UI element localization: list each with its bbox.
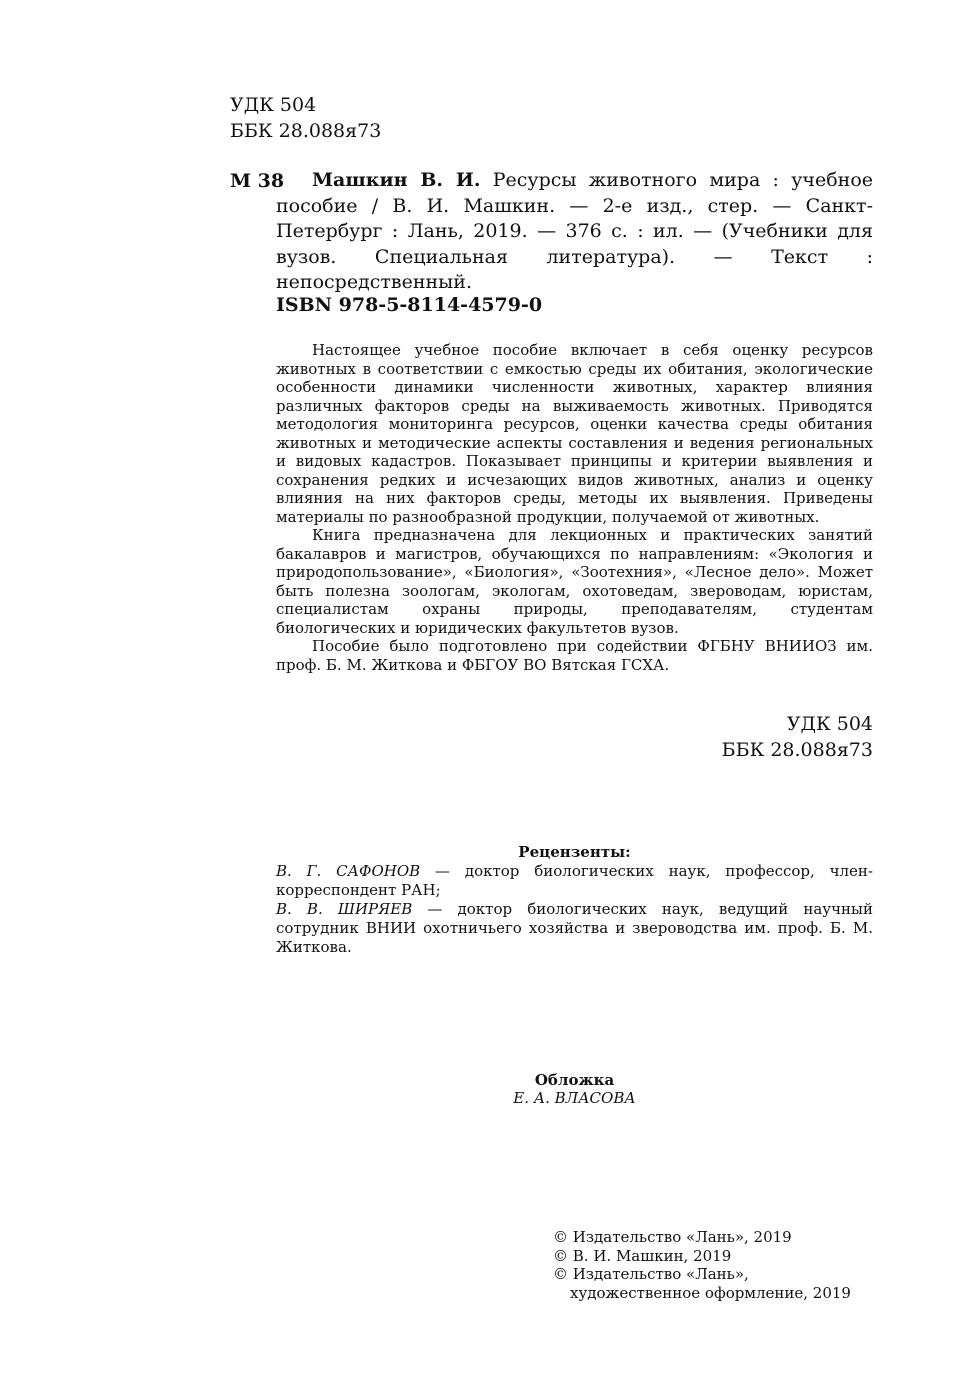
reviewer-entry: [276, 862, 873, 900]
classification-top: [230, 92, 381, 144]
copyright-line: художественное оформление, 2019: [570, 1283, 851, 1302]
annotation: [276, 341, 873, 674]
copyright-line: © Издательство «Лань», 2019: [553, 1228, 792, 1246]
copyright-line: © В. И. Машкин, 2019: [553, 1246, 732, 1265]
annotation-paragraph: Настоящее учебное пособие включает в себя оценку ресурсов животных в соответствии с емкостью среды их обитания, экологические особенности динамики численности животных, характер влияния различных факторов среды на выживаемость животных. Приводятся методология мониторинга ресурсов, оценки качества среды обитания животных и методические аспекты составления и ведения региональных и видовых кадастров. Показывает принципы и критерии выявления и сохранения редких и исчезающих видов животных, анализ и оценку влияния на них факторов среды, методы их выявления. Приведены материалы по разнообразной продукции, получаемой от животных.: [276, 341, 873, 526]
udk-code: УДК 504: [230, 94, 317, 116]
reviewers-heading: Рецензенты:: [518, 843, 631, 861]
cover-designer: Е. А. ВЛАСОВА: [513, 1089, 636, 1107]
copyright-block: [553, 1228, 873, 1302]
bbk-code: ББК 28.088я73: [230, 120, 382, 142]
annotation-paragraph: Пособие было подготовлено при содействии ФГБНУ ВНИИОЗ им. проф. Б. М. Житкова и ФБГОУ ВО Вятская ГСХА.: [276, 637, 873, 674]
copyright-line: © Издательство «Лань»,: [553, 1265, 749, 1283]
classification-right: [620, 711, 873, 763]
catalog-code: М 38: [230, 170, 285, 192]
isbn: ISBN 978-5-8114-4579-0: [276, 294, 543, 316]
cover-credit: [276, 1071, 873, 1107]
reviewer-description: — доктор биологических наук, ведущий научный сотрудник ВНИИ охотничьего хозяйства и звероводства им. проф. Б. М. Житкова.: [276, 900, 873, 956]
reviewer-entry: [276, 900, 873, 957]
annotation-paragraph: Книга предназначена для лекционных и практических занятий бакалавров и магистров, обучающихся по направлениям: «Экология и природопользование», «Биология», «Зоотехния», «Лесное дело». Может быть полезна зоологам, экологам, охотоведам, звероводам, юристам, специалистам охраны природы, преподавателям, студентам биологических и юридических факультетов вузов.: [276, 526, 873, 637]
bibliographic-text: Ресурсы животного мира : учебное пособие / В. И. Машкин. — 2-е изд., стер. — Санкт-Петербург : Лань, 2019. — 376 с. : ил. — (Учебники для вузов. Специальная литература). — Текст : непосредственный.: [276, 169, 873, 293]
udk-code: УДК 504: [786, 713, 873, 735]
reviewer-name: В. Г. САФОНОВ: [276, 862, 421, 880]
reviewers-section: [276, 843, 873, 957]
reviewer-name: В. В. ШИРЯЕВ: [276, 900, 413, 918]
cover-heading: Обложка: [534, 1071, 615, 1089]
author-name: Машкин В. И.: [312, 169, 481, 191]
reviewer-description: — доктор биологических наук, профессор, член-корреспондент РАН;: [276, 862, 873, 899]
bibliographic-description: [276, 168, 873, 296]
bbk-code: ББК 28.088я73: [721, 739, 873, 761]
